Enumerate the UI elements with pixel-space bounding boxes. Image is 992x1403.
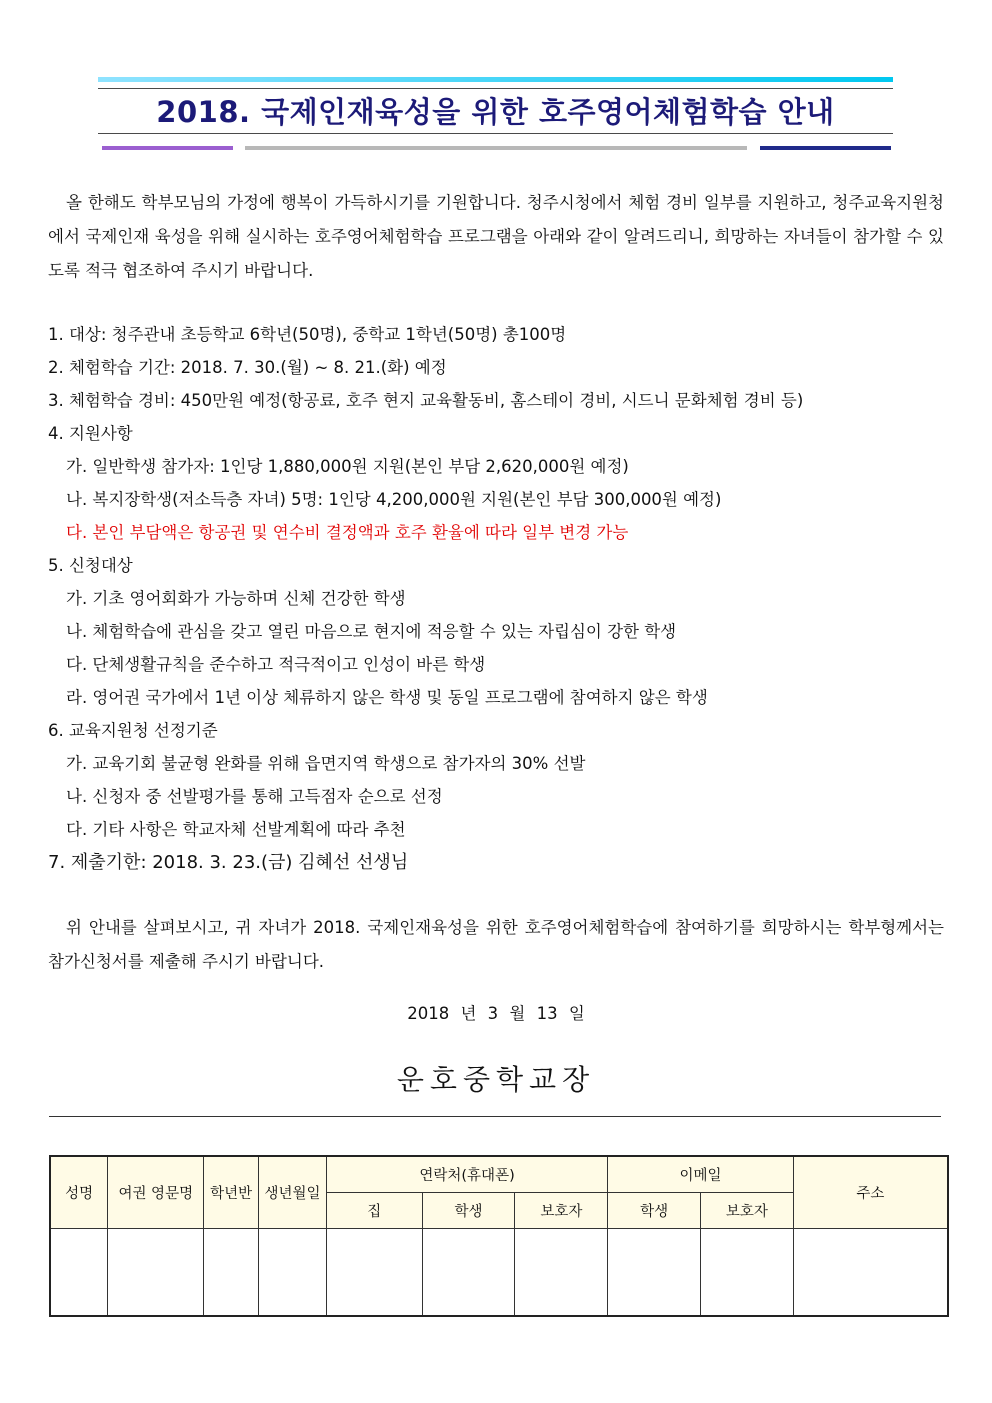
notice-items [48,318,948,879]
item-criteria-heading: 6. 교육지원청 선정기준 [48,721,218,740]
header-passport-name: 여권 영문명 [108,1156,204,1228]
title-bottom-rule [98,133,893,134]
header-address: 주소 [793,1156,948,1228]
item-support-note: 다. 본인 부담액은 항공권 및 연수비 결정액과 호주 환율에 따라 일부 변경 가능 [66,523,629,542]
principal-signature: 운호중학교장 [396,1063,596,1096]
header-contact-student: 학생 [422,1192,515,1228]
item-deadline: 7. 제출기한: 2018. 3. 23.(금) 김혜선 선생님 [48,852,409,873]
header-contact: 연락처(휴대폰) [326,1156,607,1192]
header-contact-guardian: 보호자 [515,1192,608,1228]
item-eligibility-1: 가. 기초 영어회화가 가능하며 신체 건강한 학생 [66,589,406,608]
item-target: 1. 대상: 청주관내 초등학교 6학년(50명), 중학교 1학년(50명) 총100명 [48,325,567,344]
closing-paragraph: 위 안내를 살펴보시고, 귀 자녀가 2018. 국제인재육성을 위한 호주영어체험학습에 참여하기를 희망하시는 학부형께서는 참가신청서를 제출해 주시기 바랍니다. [48,918,944,971]
item-period: 2. 체험학습 기간: 2018. 7. 30.(월) ~ 8. 21.(화) 예정 [48,358,447,377]
item-eligibility-3: 다. 단체생활규칙을 준수하고 적극적이고 인성이 바른 학생 [66,655,486,674]
decor-bar-middle [245,146,747,150]
header-class: 학년반 [204,1156,259,1228]
item-support-welfare: 나. 복지장학생(저소득층 자녀) 5명: 1인당 4,200,000원 지원(본인 부담 300,000원 예정) [66,490,722,509]
input-class[interactable] [204,1228,259,1316]
input-passport-name[interactable] [108,1228,204,1316]
item-criteria-2: 나. 신청자 중 선발평가를 통해 고득점자 순으로 선정 [66,787,443,806]
input-name[interactable] [50,1228,108,1316]
item-support-general: 가. 일반학생 참가자: 1인당 1,880,000원 지원(본인 부담 2,620,000원 예정) [66,457,629,476]
item-eligibility-4: 라. 영어권 국가에서 1년 이상 체류하지 않은 학생 및 동일 프로그램에 참여하지 않은 학생 [66,688,708,707]
document-title: 2018. 국제인재육성을 위한 호주영어체험학습 안내 [156,95,835,129]
header-contact-home: 집 [326,1192,422,1228]
input-contact-guardian[interactable] [515,1228,608,1316]
header-email-student: 학생 [608,1192,701,1228]
input-contact-student[interactable] [422,1228,515,1316]
decor-bar-left [102,146,233,150]
input-email-guardian[interactable] [701,1228,794,1316]
input-contact-home[interactable] [326,1228,422,1316]
input-birth[interactable] [259,1228,327,1316]
input-address[interactable] [793,1228,948,1316]
decor-bar-right [760,146,891,150]
item-eligibility-heading: 5. 신청대상 [48,556,133,575]
input-email-student[interactable] [608,1228,701,1316]
header-name: 성명 [50,1156,108,1228]
header-email-guardian: 보호자 [701,1192,794,1228]
item-cost: 3. 체험학습 경비: 450만원 예정(항공료, 호주 현지 교육활동비, 홈스테이 경비, 시드니 문화체험 경비 등) [48,391,804,410]
cut-line [49,1116,941,1117]
item-criteria-3: 다. 기타 사항은 학교자체 선발계획에 따라 추천 [66,820,406,839]
title-top-accent-bar [98,77,893,82]
header-email: 이메일 [608,1156,794,1192]
title-top-rule [98,88,893,89]
item-support-heading: 4. 지원사항 [48,424,133,443]
header-birth: 생년월일 [259,1156,327,1228]
item-eligibility-2: 나. 체험학습에 관심을 갖고 열린 마음으로 현지에 적응할 수 있는 자립심이 강한 학생 [66,622,677,641]
issue-date: 2018 년 3 월 13 일 [407,1004,585,1023]
intro-paragraph: 올 한해도 학부모님의 가정에 행복이 가득하시기를 기원합니다. 청주시청에서 체험 경비 일부를 지원하고, 청주교육지원청에서 국제인재 육성을 위해 실시하는 호주영어체험학습 프로그램을 아래와 같이 알려드리니, 희망하는 자녀들이 참가할 수 있도록 적극 협조하여 주시기 바랍니다. [48,193,944,280]
application-form-table [49,1155,949,1317]
item-criteria-1: 가. 교육기회 불균형 완화를 위해 읍면지역 학생으로 참가자의 30% 선발 [66,754,586,773]
